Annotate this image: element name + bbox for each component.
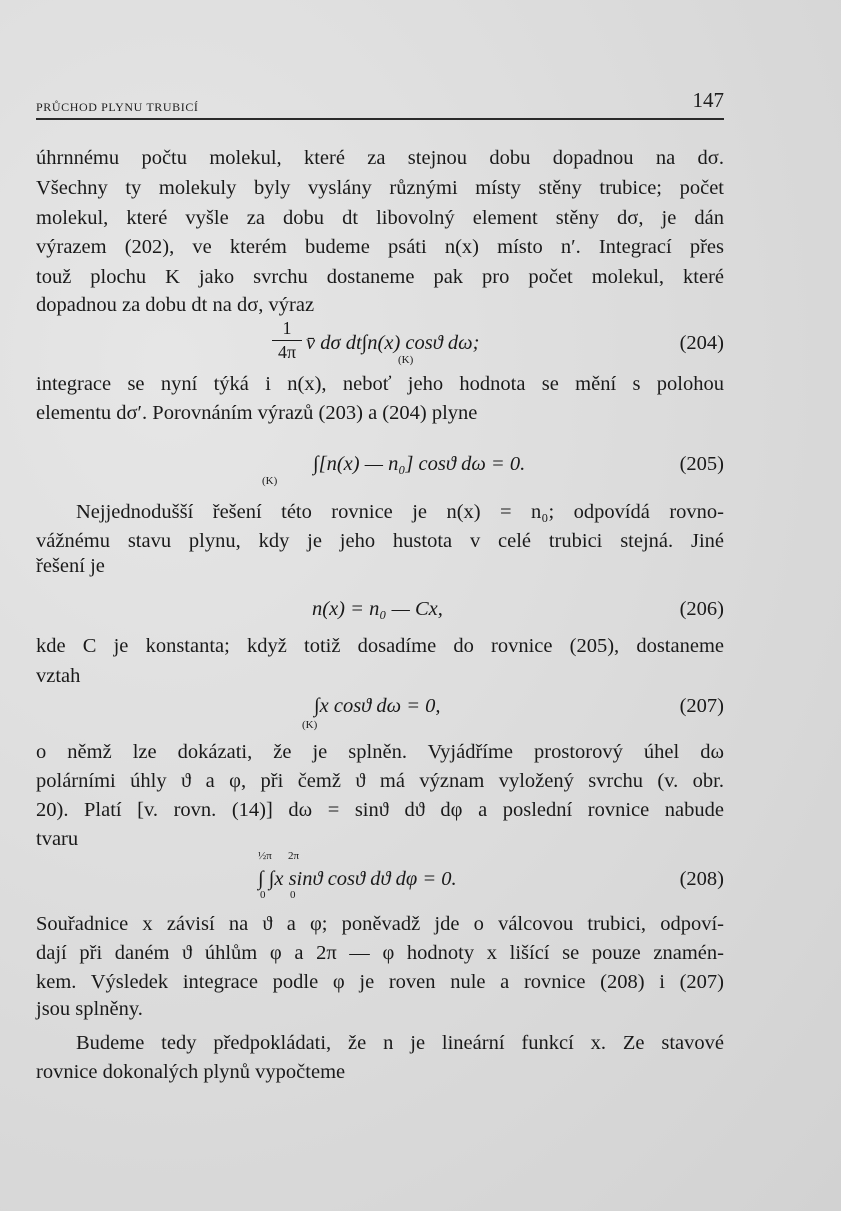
text-line: Budeme tedy předpokládati, že n je lineární funkcí x. Ze stavové	[76, 1032, 724, 1054]
equation-body: ∫x cosϑ dω = 0,	[314, 695, 441, 717]
text-line: elementu dσ′. Porovnáním výrazů (203) a (204) plyne	[36, 402, 478, 424]
text-line: kde C je konstanta; když totiž dosadíme do rovnice (205), dostaneme	[36, 635, 724, 657]
text-line: polárními úhly ϑ a φ, při čemž ϑ má význam vyložený svrchu (v. obr.	[36, 770, 724, 792]
equation-number: (206)	[679, 598, 724, 620]
text-line: Všechny ty molekuly byly vyslány různými místy stěny trubice; počet	[36, 177, 724, 199]
fraction-bar	[272, 340, 302, 341]
text-line: rovnice dokonalých plynů vypočteme	[36, 1061, 346, 1083]
integral-lower-limit: 0	[260, 889, 266, 901]
integral-upper-limit: 2π	[288, 850, 300, 862]
integral-lower-limit: 0	[290, 889, 296, 901]
integral-upper-limit: ½π	[258, 850, 272, 862]
text-line: výrazem (202), ve kterém budeme psáti n(x) místo n′. Integrací přes	[36, 236, 724, 258]
equation-number: (207)	[679, 695, 724, 717]
text-line: touž plochu K jako svrchu dostaneme pak pro počet molekul, které	[36, 266, 724, 288]
text-line: integrace se nyní týká i n(x), neboť jeho hodnota se mění s polohou	[36, 373, 724, 395]
equation-body: ∫[n(x) — n₀] cosϑ dω = 0.	[313, 453, 526, 475]
equation-body: v̄ dσ dt∫n(x) cosϑ dω;	[306, 332, 480, 354]
text-line: řešení je	[36, 555, 105, 577]
fraction-denominator: 4π	[277, 342, 297, 363]
integral-domain: (K)	[262, 475, 278, 487]
running-head: PRŮCHOD PLYNU TRUBICÍ	[36, 100, 199, 114]
equation-body: n(x) = n₀ — Cx,	[312, 598, 443, 620]
text-line: Nejjednodušší řešení této rovnice je n(x) = n₀; odpovídá rovno-	[76, 501, 724, 523]
text-line: vážnému stavu plynu, kdy je jeho hustota v celé trubici stejná. Jiné	[36, 530, 724, 552]
text-line: molekul, které vyšle za dobu dt libovolný element stěny dσ, je dán	[36, 207, 724, 229]
fraction	[272, 318, 302, 363]
fraction-numerator: 1	[282, 318, 292, 338]
text-line: tvaru	[36, 828, 79, 850]
text-line: úhrnnému počtu molekul, které za stejnou dobu dopadnou na dσ.	[36, 147, 724, 169]
text-line: jsou splněny.	[36, 998, 143, 1020]
integral-domain: (K)	[302, 719, 318, 731]
integral-domain: (K)	[398, 354, 414, 366]
text-line: Souřadnice x závisí na ϑ a φ; poněvadž jde o válcovou trubici, odpoví-	[36, 913, 724, 935]
text-line: dopadnou za dobu dt na dσ, výraz	[36, 294, 315, 316]
equation-number: (204)	[679, 332, 724, 354]
text-line: dají při daném ϑ úhlům φ a 2π — φ hodnoty x lišící se pouze znamén-	[36, 942, 724, 964]
text-line: 20). Platí [v. rovn. (14)] dω = sinϑ dϑ dφ a poslední rovnice nabude	[36, 799, 724, 821]
text-line: kem. Výsledek integrace podle φ je roven nule a rovnice (208) i (207)	[36, 971, 724, 993]
header-rule	[36, 118, 724, 120]
text-line: o němž lze dokázati, že je splněn. Vyjádříme prostorový úhel dω	[36, 741, 724, 763]
equation-body: ∫ ∫x sinϑ cosϑ dϑ dφ = 0.	[258, 868, 457, 890]
text-line: vztah	[36, 665, 81, 687]
equation-number: (208)	[679, 868, 724, 890]
equation-number: (205)	[679, 453, 724, 475]
page-header	[36, 88, 724, 118]
page-number: 147	[692, 88, 724, 112]
